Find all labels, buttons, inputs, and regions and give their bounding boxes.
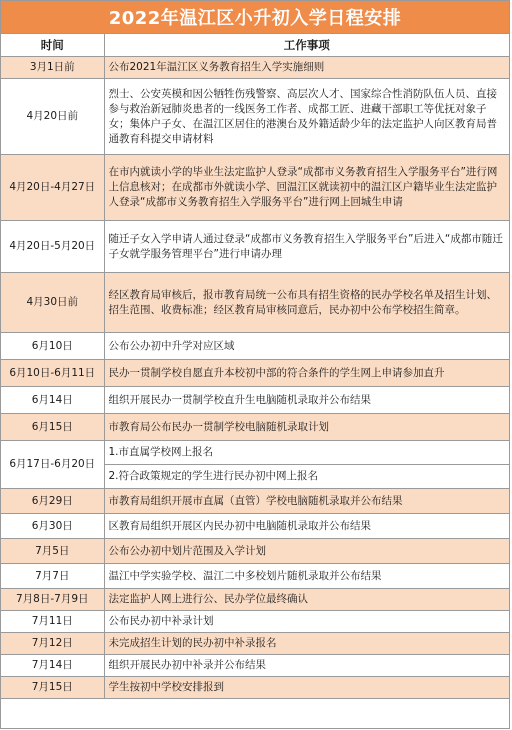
row-task: 组织开展民办一贯制学校直升生电脑随机录取并公布结果 — [104, 387, 509, 414]
page-title: 2022年温江区小升初入学日程安排 — [1, 1, 509, 34]
table-header-row — [1, 34, 509, 57]
row-time: 4月20日-4月27日 — [1, 155, 104, 221]
row-time: 7月8日-7月9日 — [1, 589, 104, 611]
row-task: 随迁子女入学申请人通过登录“成都市义务教育招生入学服务平台”后进入“成都市随迁子女就学服务管理平台”进行申请办理 — [104, 221, 509, 273]
table-row — [1, 564, 509, 589]
row-time: 7月5日 — [1, 539, 104, 564]
table-row — [1, 539, 509, 564]
table-row — [1, 387, 509, 414]
row-time: 3月1日前 — [1, 57, 104, 79]
row-task: 民办一贯制学校自愿直升本校初中部的符合条件的学生网上申请参加直升 — [104, 360, 509, 387]
row-task: 组织开展民办初中补录并公布结果 — [104, 655, 509, 677]
row-time: 6月10日-6月11日 — [1, 360, 104, 387]
row-time: 6月14日 — [1, 387, 104, 414]
row-task: 公布公办初中划片范围及入学计划 — [104, 539, 509, 564]
row-task: 经区教育局审核后，报市教育局统一公布具有招生资格的民办学校名单及招生计划、招生范围、收费标准；经区教育局审核同意后，民办初中公布学校招生简章。 — [104, 273, 509, 333]
row-task: 烈士、公安英模和因公牺牲伤残警察、高层次人才、国家综合性消防队伍人员、直接参与救治新冠肺炎患者的一线医务工作者、成都工匠、进藏干部职工等优抚对象子女；集体户子女、在温江区居住的港澳台及外籍适龄少年的法定监护人向区教育局普通教育科提交申请材料 — [104, 79, 509, 155]
table-row — [1, 441, 509, 465]
row-time: 6月17日-6月20日 — [1, 441, 104, 489]
table-row — [1, 611, 509, 633]
table-row — [1, 414, 509, 441]
row-task: 公布2021年温江区义务教育招生入学实施细则 — [104, 57, 509, 79]
table-row — [1, 333, 509, 360]
row-task: 公布公办初中升学对应区域 — [104, 333, 509, 360]
row-time: 7月7日 — [1, 564, 104, 589]
row-time: 4月20日-5月20日 — [1, 221, 104, 273]
row-task: 学生按初中学校安排报到 — [104, 677, 509, 699]
table-row — [1, 633, 509, 655]
column-header-task: 工作事项 — [104, 34, 509, 57]
table-row — [1, 514, 509, 539]
row-time: 6月10日 — [1, 333, 104, 360]
row-time: 7月15日 — [1, 677, 104, 699]
row-task: 在市内就读小学的毕业生法定监护人登录“成都市义务教育招生入学服务平台”进行网上信息核对；在成都市外就读小学、回温江区就读初中的温江区户籍毕业生法定监护人登录“成都市义务教育招生入学服务平台”进行网上回城生申请 — [104, 155, 509, 221]
row-time: 4月20日前 — [1, 79, 104, 155]
row-time: 7月14日 — [1, 655, 104, 677]
table-row — [1, 489, 509, 514]
row-time: 7月11日 — [1, 611, 104, 633]
table-row — [1, 360, 509, 387]
table-row — [1, 589, 509, 611]
row-task: 未完成招生计划的民办初中补录报名 — [104, 633, 509, 655]
row-task: 区教育局组织开展区内民办初中电脑随机录取并公布结果 — [104, 514, 509, 539]
table-row — [1, 677, 509, 699]
row-task: 市教育局公布民办一贯制学校电脑随机录取计划 — [104, 414, 509, 441]
row-task: 1.市直属学校网上报名 — [104, 441, 509, 465]
table-row — [1, 273, 509, 333]
row-task: 法定监护人网上进行公、民办学位最终确认 — [104, 589, 509, 611]
row-task: 2.符合政策规定的学生进行民办初中网上报名 — [104, 465, 509, 489]
table-row — [1, 655, 509, 677]
row-time: 6月29日 — [1, 489, 104, 514]
table-row — [1, 221, 509, 273]
row-task: 公布民办初中补录计划 — [104, 611, 509, 633]
row-task: 市教育局组织开展市直属（直管）学校电脑随机录取并公布结果 — [104, 489, 509, 514]
schedule-table — [1, 34, 509, 699]
row-time: 7月12日 — [1, 633, 104, 655]
column-header-time: 时间 — [1, 34, 104, 57]
row-time: 6月30日 — [1, 514, 104, 539]
row-task: 温江中学实验学校、温江二中多校划片随机录取并公布结果 — [104, 564, 509, 589]
table-row — [1, 155, 509, 221]
row-time: 4月30日前 — [1, 273, 104, 333]
table-row — [1, 79, 509, 155]
row-time: 6月15日 — [1, 414, 104, 441]
table-row — [1, 57, 509, 79]
